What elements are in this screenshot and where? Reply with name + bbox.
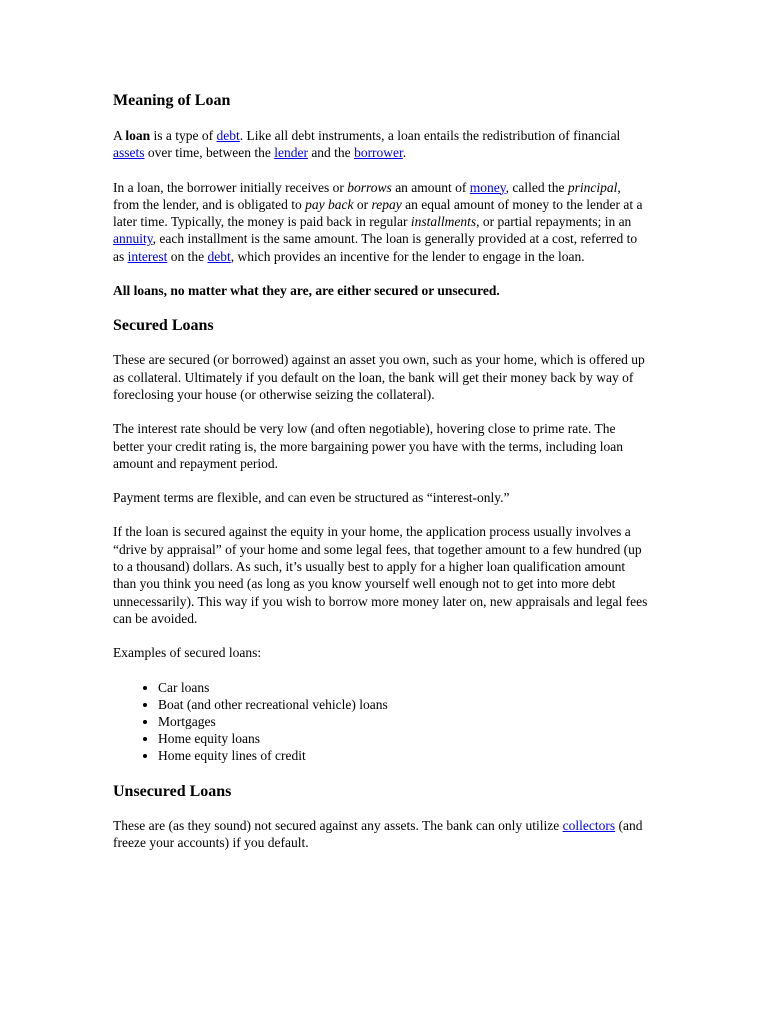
link-interest[interactable]: interest [127,248,168,264]
link-collectors[interactable]: collectors [562,817,616,833]
paragraph-secured-3: Payment terms are flexible, and can even be structured as “interest-only.” [113,490,510,506]
link-debt[interactable]: debt [216,128,240,143]
list-secured-examples [113,679,648,765]
link-money[interactable]: money [469,179,506,195]
paragraph-loan-mechanics: In a loan, the borrower initially receives or borrows an amount of money, called the principal, from the lender, and is obligated to pay back or repay an equal amount of money to the lender at a later time. Typically, the money is paid back in regular installments, or partial repayments; in an annuity, each installment is the same amount. The loan is generally provided at a cost, referred to as interest on the debt, which provides an incentive for the lender to engage in the loan. [113,179,643,264]
paragraph-secured-or-unsecured: All loans, no matter what they are, are either secured or unsecured. [113,283,500,299]
paragraph-secured-2: The interest rate should be very low (and often negotiable), hovering close to prime rate. The better your credit rating is, the more bargaining power you have with the terms, including loan amount and repayment period. [113,421,623,471]
link-debt-2[interactable]: debt [207,248,231,264]
paragraph-secured-4: If the loan is secured against the equity in your home, the application process usually involves a “drive by appraisal” of your home and some legal fees, that together amount to a few hundred (up to a thousand) dollars. As such, it’s usually best to apply for a higher loan qualification amount than you think you need (as long as you know yourself well enough not to get into more debt unnecessarily). This way if you wish to borrow more money later on, new appraisals and legal fees can be avoided. [113,524,648,626]
heading-secured-loans: Secured Loans [113,317,214,335]
list-item: • Home equity loans [158,730,648,747]
list-item: • Car loans [158,679,648,696]
heading-unsecured-loans: Unsecured Loans [113,782,232,800]
paragraph-secured-1: These are secured (or borrowed) against an asset you own, such as your home, which is offered up as collateral. Ultimately if you default on the loan, the bank will get their money back by way of foreclosing your house (or otherwise seizing the collateral). [113,352,645,402]
list-item: • Mortgages [158,713,648,730]
link-lender[interactable]: lender [274,145,308,161]
paragraph-loan-definition: A loan is a type of debt. Like all debt instruments, a loan entails the redistribution of financial assets over time, between the lender and the borrower. [113,128,621,161]
list-item: • Home equity lines of credit [158,747,648,764]
link-assets[interactable]: assets [113,145,145,161]
list-item: • Boat (and other recreational vehicle) loans [158,696,648,713]
heading-meaning-of-loan: Meaning of Loan [113,92,231,109]
bold-term-loan: loan [125,128,151,143]
link-borrower[interactable]: borrower [354,145,403,161]
paragraph-examples-intro: Examples of secured loans: [113,645,262,661]
paragraph-unsecured-1: These are (as they sound) not secured against any assets. The bank can only utilize collectors (and freeze your accounts) if you default. [113,817,643,850]
document-content [113,91,648,851]
link-annuity[interactable]: annuity [113,231,153,247]
